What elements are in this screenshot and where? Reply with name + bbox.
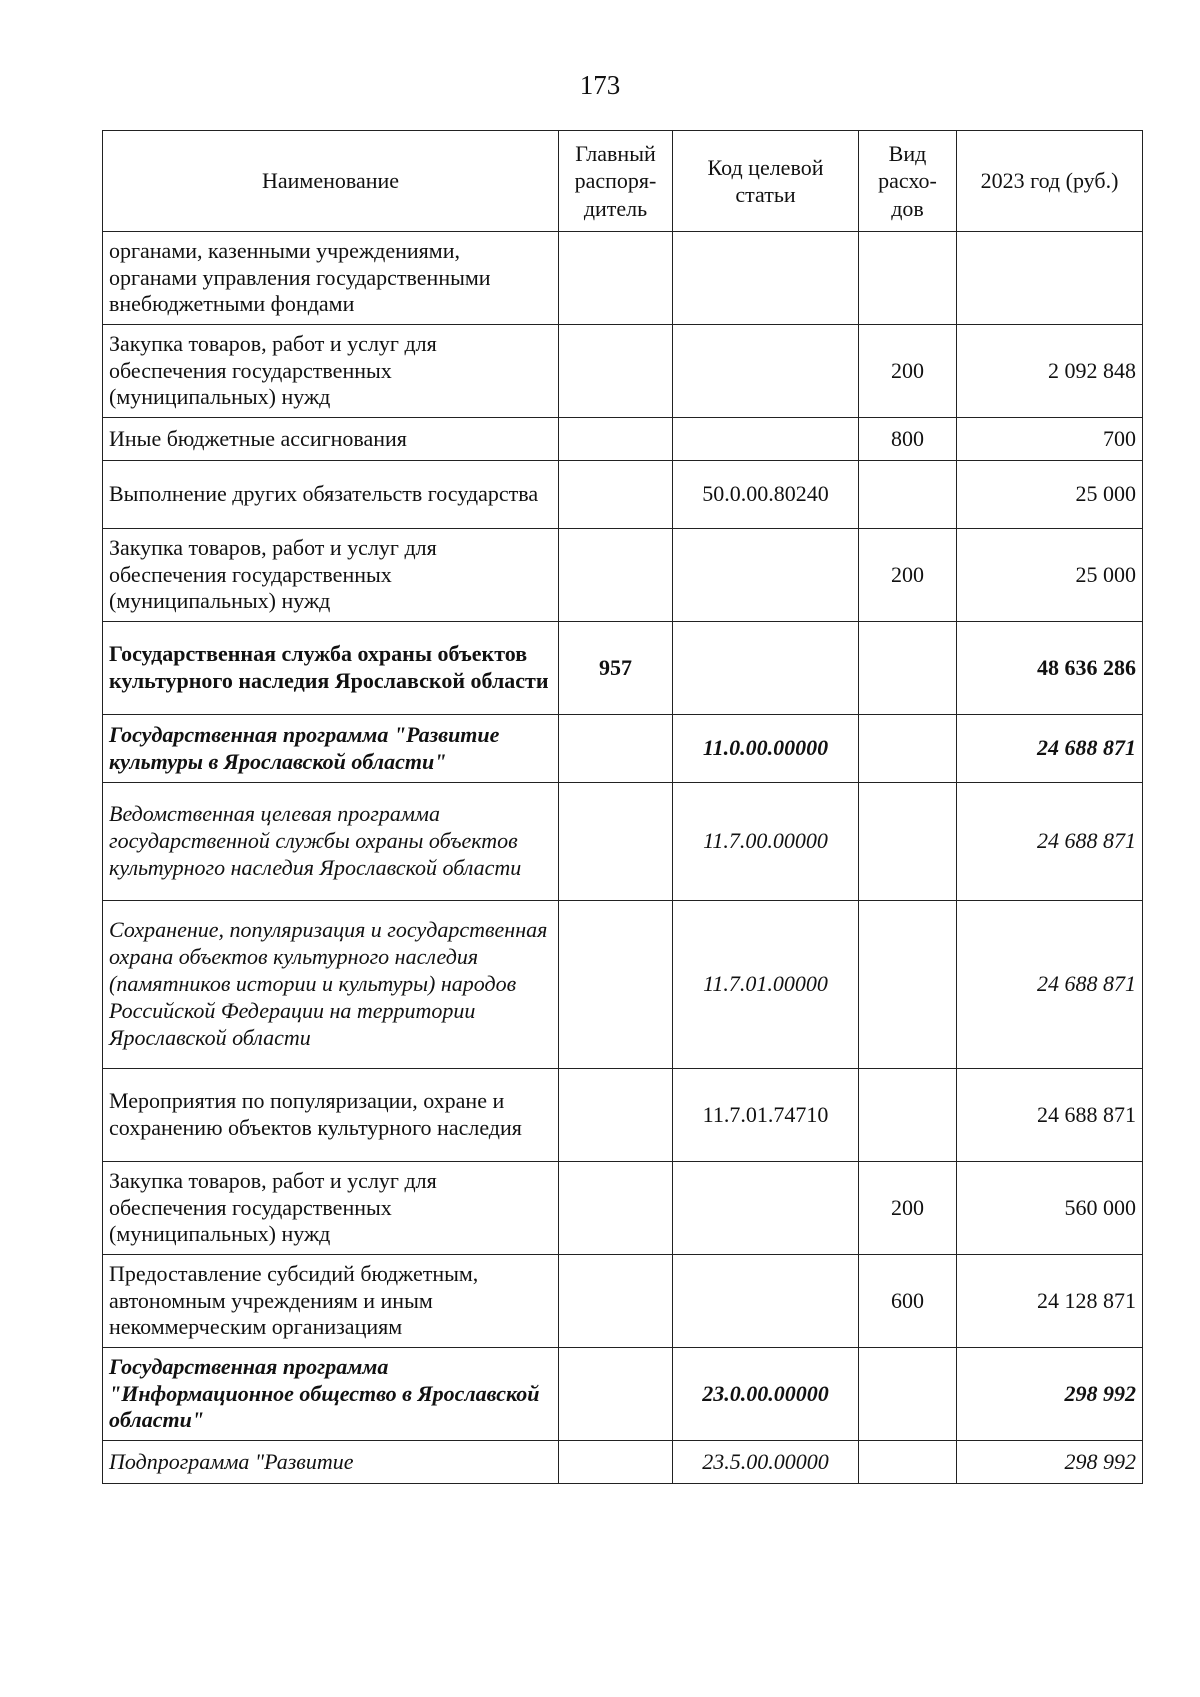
- cell-code: [673, 418, 859, 461]
- cell-grs: [559, 325, 673, 418]
- cell-code: 23.5.00.00000: [673, 1441, 859, 1484]
- header-code: Код целевой статьи: [673, 131, 859, 232]
- cell-sum: 560 000: [957, 1162, 1143, 1255]
- cell-grs: [559, 715, 673, 783]
- cell-code: 23.0.00.00000: [673, 1348, 859, 1441]
- cell-sum: 298 992: [957, 1441, 1143, 1484]
- cell-code: [673, 232, 859, 325]
- cell-grs: [559, 1162, 673, 1255]
- cell-grs: [559, 1255, 673, 1348]
- table-header-row: [103, 131, 1143, 232]
- cell-vr: [859, 783, 957, 901]
- cell-name: Государственная программа "Развитие культуры в Ярославской области": [103, 715, 559, 783]
- cell-vr: [859, 1348, 957, 1441]
- cell-code: 50.0.00.80240: [673, 461, 859, 529]
- header-vr: Вид расхо-дов: [859, 131, 957, 232]
- cell-grs: [559, 1441, 673, 1484]
- cell-vr: 800: [859, 418, 957, 461]
- cell-name: Подпрограмма "Развитие: [103, 1441, 559, 1484]
- cell-vr: [859, 622, 957, 715]
- cell-grs: [559, 529, 673, 622]
- cell-grs: [559, 232, 673, 325]
- budget-table: [102, 130, 1143, 1484]
- cell-code: [673, 529, 859, 622]
- cell-code: 11.7.00.00000: [673, 783, 859, 901]
- cell-code: [673, 1255, 859, 1348]
- cell-sum: 24 688 871: [957, 715, 1143, 783]
- header-grs: Главный распоря-дитель: [559, 131, 673, 232]
- cell-vr: [859, 901, 957, 1069]
- cell-name: Сохранение, популяризация и государственная охрана объектов культурного наследия (памятников истории и культуры) народов Российской Федерации на территории Ярославской области: [103, 901, 559, 1069]
- header-name: Наименование: [103, 131, 559, 232]
- cell-sum: 48 636 286: [957, 622, 1143, 715]
- cell-name: Иные бюджетные ассигнования: [103, 418, 559, 461]
- cell-code: [673, 325, 859, 418]
- cell-name: Государственная программа "Информационное общество в Ярославской области": [103, 1348, 559, 1441]
- cell-vr: 200: [859, 529, 957, 622]
- cell-vr: [859, 232, 957, 325]
- cell-name: Предоставление субсидий бюджетным, автономным учреждениям и иным некоммерческим организациям: [103, 1255, 559, 1348]
- cell-vr: [859, 1441, 957, 1484]
- cell-code: [673, 622, 859, 715]
- cell-grs: [559, 1348, 673, 1441]
- cell-grs: [559, 1069, 673, 1162]
- header-sum: 2023 год (руб.): [957, 131, 1143, 232]
- cell-name: Мероприятия по популяризации, охране и сохранению объектов культурного наследия: [103, 1069, 559, 1162]
- cell-grs: [559, 418, 673, 461]
- cell-sum: 24 688 871: [957, 901, 1143, 1069]
- cell-name: Государственная служба охраны объектов культурного наследия Ярославской области: [103, 622, 559, 715]
- cell-grs: [559, 783, 673, 901]
- cell-name: Закупка товаров, работ и услуг для обеспечения государственных (муниципальных) нужд: [103, 325, 559, 418]
- cell-vr: 600: [859, 1255, 957, 1348]
- cell-vr: [859, 1069, 957, 1162]
- cell-sum: 25 000: [957, 461, 1143, 529]
- cell-name: Ведомственная целевая программа государственной службы охраны объектов культурного наследия Ярославской области: [103, 783, 559, 901]
- table-body: [103, 232, 1143, 1484]
- cell-code: 11.7.01.74710: [673, 1069, 859, 1162]
- cell-grs: 957: [559, 622, 673, 715]
- cell-code: 11.7.01.00000: [673, 901, 859, 1069]
- cell-vr: [859, 461, 957, 529]
- cell-name: Закупка товаров, работ и услуг для обеспечения государственных (муниципальных) нужд: [103, 529, 559, 622]
- cell-sum: 24 128 871: [957, 1255, 1143, 1348]
- cell-sum: [957, 232, 1143, 325]
- cell-sum: 2 092 848: [957, 325, 1143, 418]
- cell-sum: 24 688 871: [957, 783, 1143, 901]
- cell-code: 11.0.00.00000: [673, 715, 859, 783]
- cell-grs: [559, 901, 673, 1069]
- page-number: 173: [579, 70, 621, 100]
- cell-grs: [559, 461, 673, 529]
- cell-sum: 298 992: [957, 1348, 1143, 1441]
- cell-vr: 200: [859, 325, 957, 418]
- cell-sum: 24 688 871: [957, 1069, 1143, 1162]
- cell-name: органами, казенными учреждениями, органами управления государственными внебюджетными фондами: [103, 232, 559, 325]
- cell-vr: 200: [859, 1162, 957, 1255]
- cell-sum: 25 000: [957, 529, 1143, 622]
- cell-name: Выполнение других обязательств государства: [103, 461, 559, 529]
- cell-vr: [859, 715, 957, 783]
- cell-code: [673, 1162, 859, 1255]
- cell-sum: 700: [957, 418, 1143, 461]
- cell-name: Закупка товаров, работ и услуг для обеспечения государственных (муниципальных) нужд: [103, 1162, 559, 1255]
